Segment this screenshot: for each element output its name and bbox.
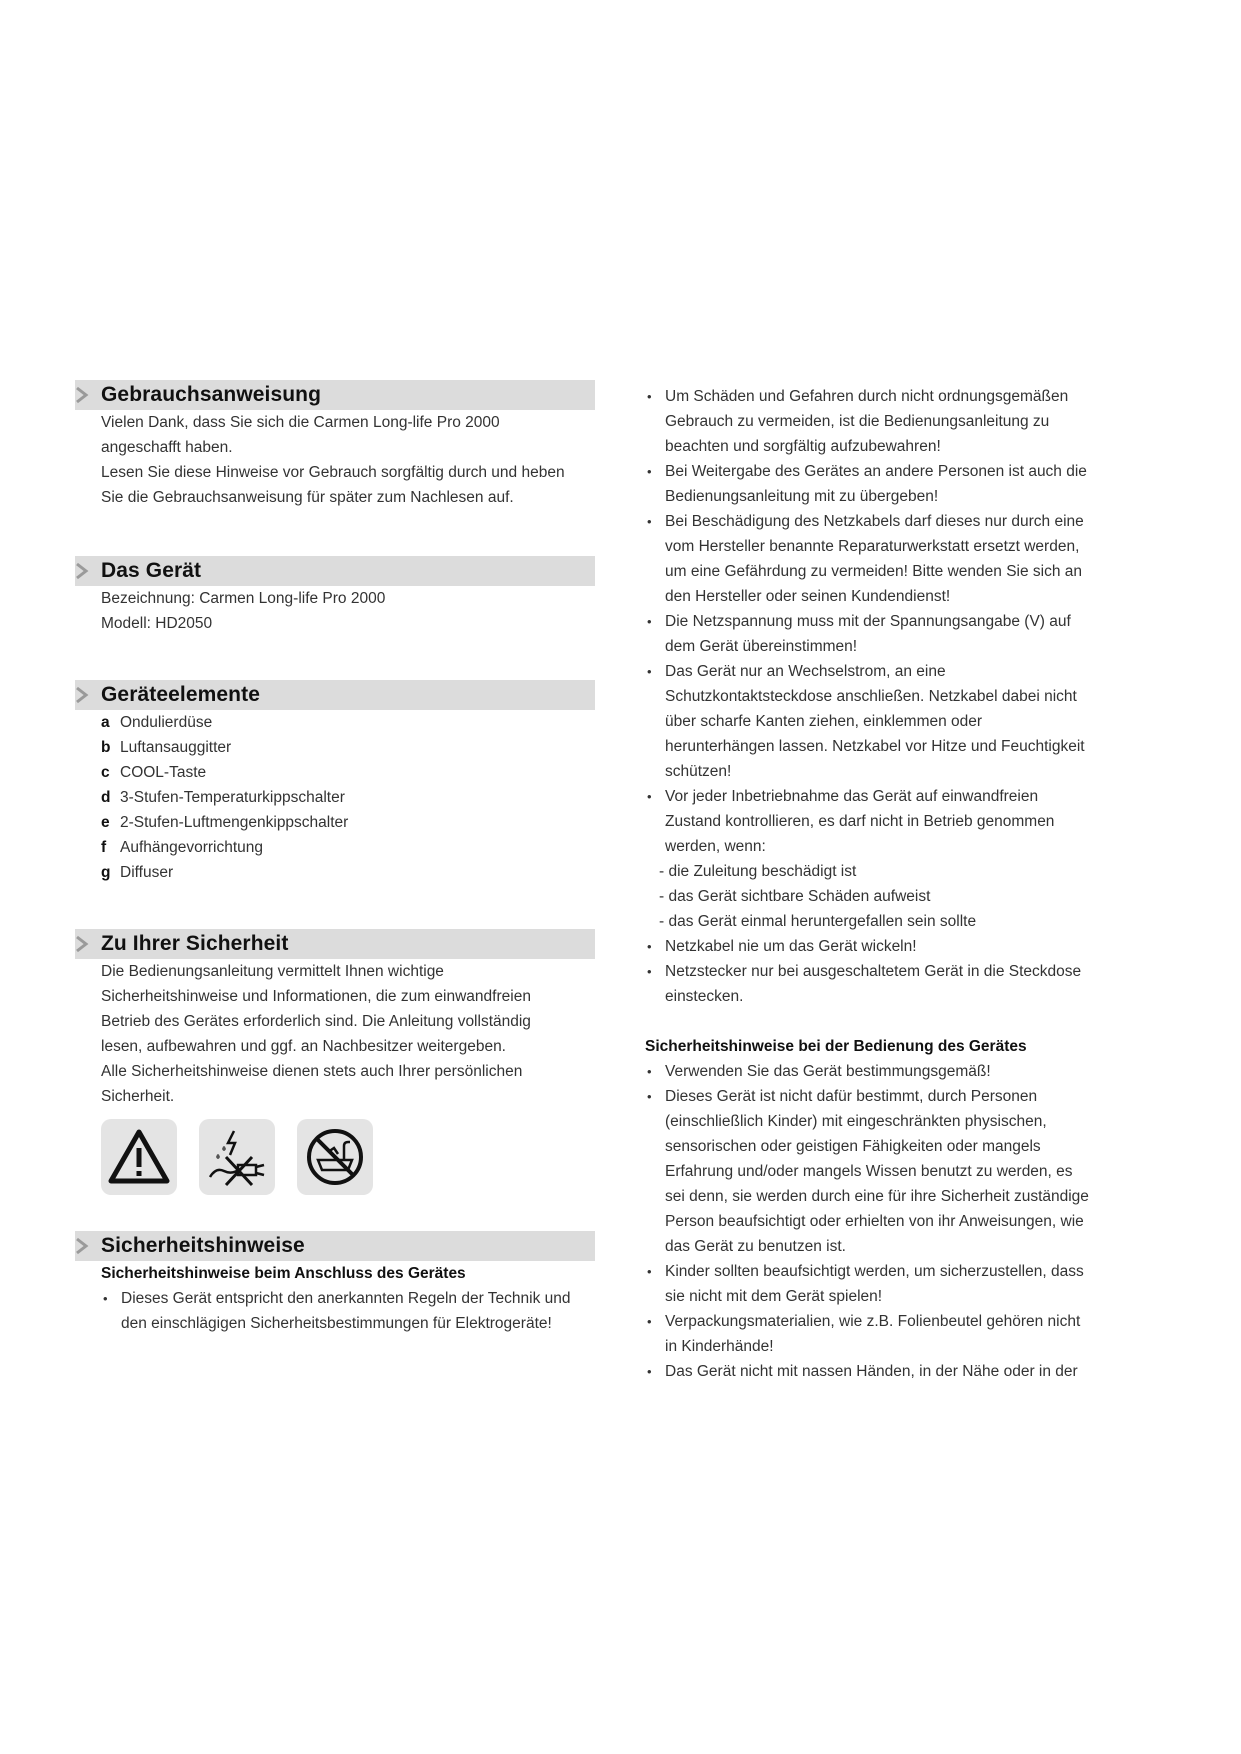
text-line: Die Bedienungsanleitung vermittelt Ihnen wichtige <box>101 963 444 980</box>
bullet-list <box>645 384 1095 1009</box>
list-item: • Verpackungsmaterialien, wie z.B. Folienbeutel gehören nicht in Kinderhände! <box>645 1309 1095 1359</box>
text-line: Betrieb des Gerätes erforderlich sind. Die Anleitung vollständig <box>101 1013 531 1030</box>
section-header <box>75 929 595 959</box>
chevron-right-icon <box>75 1237 89 1255</box>
list-item: • Dieses Gerät entspricht den anerkannten Regeln der Technik und den einschlägigen Sicherheitsbestimmungen für Elektrogeräte! <box>101 1286 595 1336</box>
subsection-title: Sicherheitshinweise bei der Bedienung des Gerätes <box>645 1038 1027 1055</box>
warning-triangle-icon <box>101 1119 177 1195</box>
no-water-electric-icon <box>199 1119 275 1195</box>
section-gebrauchsanweisung <box>75 380 595 510</box>
left-column <box>75 380 595 1336</box>
list-item: • Das Gerät nur an Wechselstrom, an eine Schutzkontaktsteckdose anschließen. Netzkabel dabei nicht über scharfe Kanten ziehen, einklemmen oder herunterhängen lassen. Netzkabel vor Hitze und Feuchtigkeit schützen! <box>645 659 1095 784</box>
text-line: Sicherheit. <box>101 1088 175 1105</box>
chevron-right-icon <box>75 562 89 580</box>
text-line: angeschafft haben. <box>101 439 233 456</box>
text-line: Modell: HD2050 <box>101 615 213 632</box>
item-letter: d <box>101 789 111 806</box>
section-header <box>75 380 595 410</box>
section-header <box>75 556 595 586</box>
section-zu-ihrer-sicherheit <box>75 929 595 1195</box>
bullet-list <box>645 1059 1095 1384</box>
section-body <box>75 959 595 1109</box>
section-header <box>75 1231 595 1261</box>
chevron-right-icon <box>75 686 89 704</box>
section-header <box>75 680 595 710</box>
section-sicherheitshinweise <box>75 1231 595 1336</box>
list-item <box>101 735 595 760</box>
list-item <box>101 710 595 735</box>
list-item: • Dieses Gerät ist nicht dafür bestimmt, durch Personen (einschließlich Kinder) mit eingeschränkten physischen, sensorischen oder geistigen Fähigkeiten oder mangels Erfahrung und/oder mangels Wissen benutzt zu werden, es sei denn, sie werden durch eine für ihre Sicherheit zuständige Person beaufsichtigt oder erhielten von ihr Anweisungen, wie das Gerät zu benutzen ist. <box>645 1084 1095 1259</box>
item-letter: c <box>101 764 110 781</box>
section-geraeteelemente <box>75 680 595 885</box>
list-item: • Verwenden Sie das Gerät bestimmungsgemäß! <box>645 1059 1095 1084</box>
list-item: • Das Gerät nicht mit nassen Händen, in der Nähe oder in der <box>645 1359 1095 1384</box>
item-label: 2-Stufen-Luftmengenkippschalter <box>120 814 349 831</box>
text-line: Sicherheitshinweise und Informationen, die zum einwandfreien <box>101 988 531 1005</box>
chevron-right-icon <box>75 935 89 953</box>
item-letter: a <box>101 714 110 731</box>
text-line: Lesen Sie diese Hinweise vor Gebrauch sorgfältig durch und heben <box>101 464 565 481</box>
safety-icons <box>75 1119 595 1195</box>
list-subitem: - das Gerät einmal heruntergefallen sein sollte <box>659 913 977 930</box>
item-letter: b <box>101 739 111 756</box>
list-subitem: - das Gerät sichtbare Schäden aufweist <box>659 888 931 905</box>
list-item <box>101 785 595 810</box>
list-item <box>101 860 595 885</box>
operation-section <box>645 1034 1095 1384</box>
text-line: Sie die Gebrauchsanweisung für später zum Nachlesen auf. <box>101 489 514 506</box>
section-body <box>75 1261 595 1336</box>
list-item: • Kinder sollten beaufsichtigt werden, um sicherzustellen, dass sie nicht mit dem Gerät spielen! <box>645 1259 1095 1309</box>
bullet-list <box>101 1286 595 1336</box>
section-title: Gebrauchsanweisung <box>101 383 322 406</box>
list-item: • Bei Beschädigung des Netzkabels darf dieses nur durch eine vom Hersteller benannte Reparaturwerkstatt ersetzt werden, um eine Gefährdung zu vermeiden! Bitte wenden Sie sich an den Hersteller oder seinen Kundendienst! <box>645 509 1095 609</box>
item-label: Aufhängevorrichtung <box>120 839 264 856</box>
elements-list <box>75 710 595 885</box>
list-item: • Netzstecker nur bei ausgeschaltetem Gerät in die Steckdose einstecken. <box>645 959 1095 1009</box>
list-subitem: - die Zuleitung beschädigt ist <box>659 863 857 880</box>
chevron-right-icon <box>75 386 89 404</box>
list-item: • Um Schäden und Gefahren durch nicht ordnungsgemäßen Gebrauch zu vermeiden, ist die Bedienungsanleitung zu beachten und sorgfältig aufzubewahren! <box>645 384 1095 459</box>
list-item: • Bei Weitergabe des Gerätes an andere Personen ist auch die Bedienungsanleitung mit zu übergeben! <box>645 459 1095 509</box>
item-letter: e <box>101 814 110 831</box>
text-line: Vielen Dank, dass Sie sich die Carmen Long-life Pro 2000 <box>101 414 500 431</box>
item-letter: g <box>101 864 111 881</box>
no-bathtub-icon <box>297 1119 373 1195</box>
section-title: Geräteelemente <box>101 683 260 706</box>
text-line: Bezeichnung: Carmen Long-life Pro 2000 <box>101 590 386 607</box>
text-line: lesen, aufbewahren und ggf. an Nachbesitzer weitergeben. <box>101 1038 506 1055</box>
text-line: Alle Sicherheitshinweise dienen stets auch Ihrer persönlichen <box>101 1063 523 1080</box>
item-label: 3-Stufen-Temperaturkippschalter <box>120 789 345 806</box>
item-letter: f <box>101 839 107 856</box>
subsection-title: Sicherheitshinweise beim Anschluss des Gerätes <box>101 1265 466 1282</box>
item-label: COOL-Taste <box>120 764 207 781</box>
section-title: Sicherheitshinweise <box>101 1234 305 1257</box>
section-body <box>75 586 595 636</box>
item-label: Ondulierdüse <box>120 714 213 731</box>
section-body <box>75 410 595 510</box>
list-item: • Vor jeder Inbetriebnahme das Gerät auf einwandfreien Zustand kontrollieren, es darf nicht in Betrieb genommen werden, wenn: <box>645 784 1095 859</box>
list-item <box>101 810 595 835</box>
item-label: Luftansauggitter <box>120 739 232 756</box>
list-item <box>101 835 595 860</box>
list-item: • Die Netzspannung muss mit der Spannungsangabe (V) auf dem Gerät übereinstimmen! <box>645 609 1095 659</box>
item-label: Diffuser <box>120 864 174 881</box>
section-das-geraet <box>75 556 595 636</box>
list-item <box>101 760 595 785</box>
section-title: Das Gerät <box>101 559 202 582</box>
list-item: • Netzkabel nie um das Gerät wickeln! <box>645 934 1095 959</box>
right-column <box>645 384 1095 1384</box>
section-title: Zu Ihrer Sicherheit <box>101 932 289 955</box>
